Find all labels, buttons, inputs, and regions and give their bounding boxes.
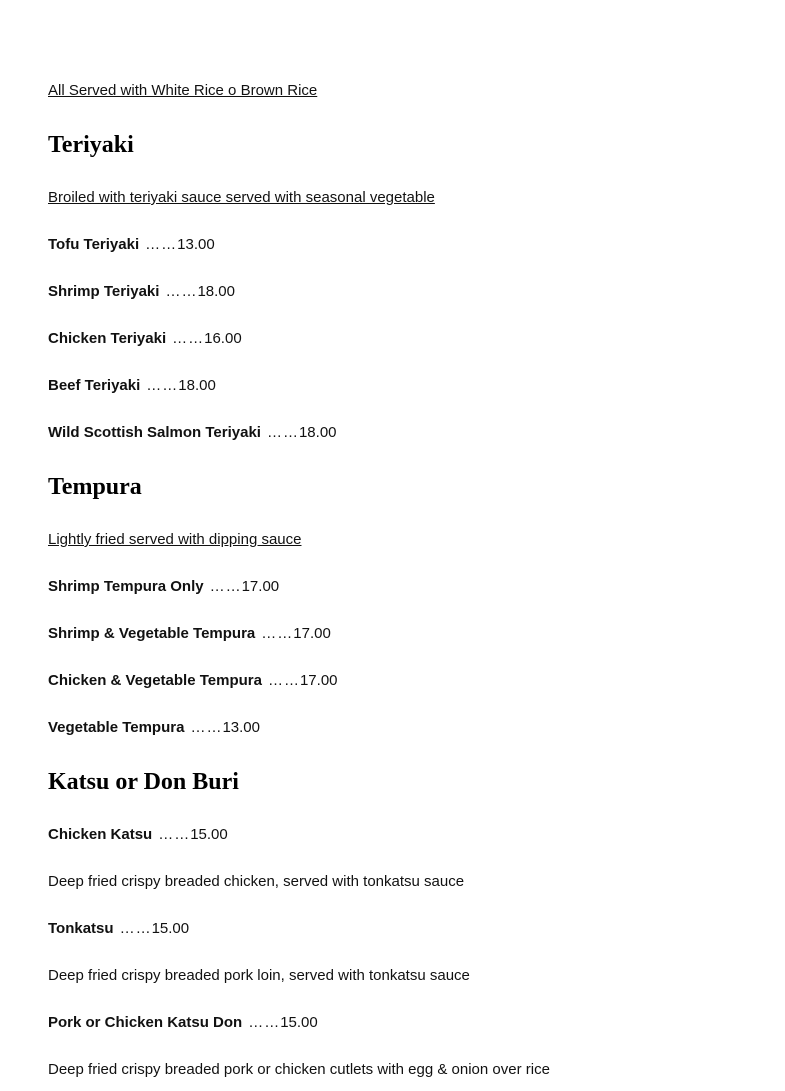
item-name: Vegetable Tempura (48, 719, 185, 736)
item-name: Beef Teriyaki (48, 377, 141, 394)
teriyaki-note: Broiled with teriyaki sauce served with seasonal vegetable (48, 189, 435, 206)
item-description: Deep fried crispy breaded pork loin, served with tonkatsu sauce (48, 967, 470, 984)
menu-item (48, 1014, 318, 1032)
menu-item (48, 672, 338, 690)
dot-leader: …… (146, 377, 179, 394)
item-description: Deep fried crispy breaded pork or chicken cutlets with egg & onion over rice (48, 1061, 550, 1078)
menu-item (48, 578, 279, 596)
dot-leader: …… (267, 672, 300, 689)
rice-note: All Served with White Rice o Brown Rice (48, 82, 318, 99)
menu-item (48, 826, 228, 844)
menu-item (48, 236, 215, 254)
menu-item (48, 330, 242, 348)
item-name: Chicken & Vegetable Tempura (48, 672, 262, 689)
menu-item (48, 283, 235, 301)
item-price: 17.00 (299, 672, 338, 689)
item-name: Wild Scottish Salmon Teriyaki (48, 424, 261, 441)
item-name: Chicken Teriyaki (48, 330, 167, 347)
dot-leader: …… (190, 719, 223, 736)
dot-leader: …… (172, 330, 205, 347)
item-price: 13.00 (222, 719, 260, 736)
item-name: Tonkatsu (48, 920, 114, 937)
menu-item (48, 920, 189, 938)
item-price: 18.00 (298, 424, 337, 441)
menu-item (48, 424, 337, 442)
dot-leader: …… (209, 578, 242, 595)
dot-leader: …… (145, 236, 178, 253)
section-title-tempura: Tempura (48, 474, 142, 500)
item-price: 18.00 (178, 377, 216, 394)
item-price: 17.00 (293, 625, 331, 642)
item-description: Deep fried crispy breaded chicken, served with tonkatsu sauce (48, 873, 465, 890)
tempura-note: Lightly fried served with dipping sauce (48, 531, 302, 548)
dot-leader: …… (261, 625, 294, 642)
item-price: 17.00 (241, 578, 280, 595)
menu-item (48, 625, 331, 643)
item-price: 13.00 (177, 236, 215, 253)
item-price: 16.00 (204, 330, 242, 347)
item-name: Chicken Katsu (48, 826, 153, 843)
section-title-teriyaki: Teriyaki (48, 132, 134, 158)
dot-leader: …… (158, 826, 191, 843)
item-name: Pork or Chicken Katsu Don (48, 1014, 243, 1031)
section-title-katsu: Katsu or Don Buri (48, 769, 239, 795)
item-name: Shrimp Tempura Only (48, 578, 204, 595)
menu-item (48, 719, 260, 737)
dot-leader: …… (248, 1014, 281, 1031)
item-price: 18.00 (197, 283, 235, 300)
item-price: 15.00 (280, 1014, 318, 1031)
item-name: Shrimp & Vegetable Tempura (48, 625, 256, 642)
item-name: Tofu Teriyaki (48, 236, 140, 253)
dot-leader: …… (119, 920, 152, 937)
item-price: 15.00 (190, 826, 228, 843)
item-name: Shrimp Teriyaki (48, 283, 160, 300)
dot-leader: …… (266, 424, 299, 441)
dot-leader: …… (165, 283, 198, 300)
item-price: 15.00 (151, 920, 190, 937)
menu-item (48, 377, 216, 395)
